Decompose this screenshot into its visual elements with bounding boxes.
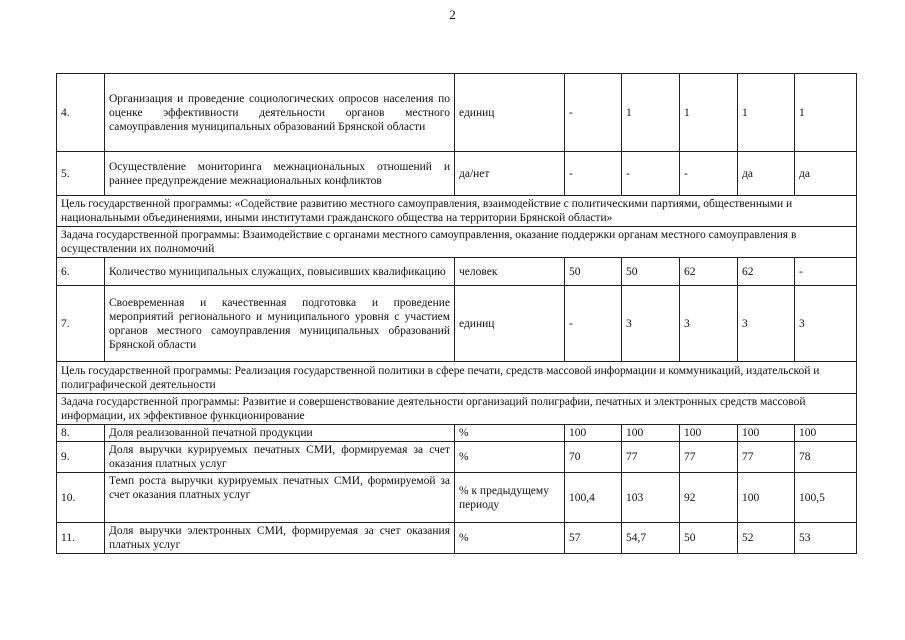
table-row-9: [57, 442, 857, 473]
indicator-description: Доля выручки курируемых печатных СМИ, формируемая за счет оказания платных услуг: [105, 442, 455, 473]
indicator-description: Темп роста выручки курируемых печатных СМИ, формируемой за счет оказания платных услуг: [105, 473, 455, 523]
row-number: 7.: [57, 286, 105, 362]
unit-of-measure: %: [455, 523, 565, 554]
value-cell: -: [680, 152, 738, 196]
value-cell: 3: [795, 286, 857, 362]
table-row-4: [57, 74, 857, 152]
row-number: 11.: [57, 523, 105, 554]
value-cell: 77: [622, 442, 680, 473]
unit-of-measure: человек: [455, 258, 565, 286]
row-number: 6.: [57, 258, 105, 286]
value-cell: 3: [680, 286, 738, 362]
indicators-table: [56, 73, 857, 554]
program-goal-row: [57, 196, 857, 227]
table-row-8: [57, 425, 857, 442]
unit-of-measure: да/нет: [455, 152, 565, 196]
value-cell: 3: [738, 286, 795, 362]
indicator-description: Доля выручки электронных СМИ, формируемая за счет оказания платных услуг: [105, 523, 455, 554]
value-cell: 3: [622, 286, 680, 362]
indicator-description: Количество муниципальных служащих, повысивших квалификацию: [105, 258, 455, 286]
value-cell: 100: [680, 425, 738, 442]
value-cell: 100,5: [795, 473, 857, 523]
row-number: 10.: [57, 473, 105, 523]
value-cell: 50: [565, 258, 622, 286]
page-number: 2: [449, 7, 456, 22]
program-goal-text: Цель государственной программы: Реализация государственной политики в сфере печати, средств массовой информации и коммуникаций, издательской и полиграфической деятельности: [57, 362, 857, 394]
table-row-6: [57, 258, 857, 286]
value-cell: 100: [738, 473, 795, 523]
value-cell: 1: [622, 74, 680, 152]
indicator-description: Своевременная и качественная подготовка и проведение мероприятий регионального и муниципального уровня с участием органов местного самоуправления муниципальных образований Брянской области: [105, 286, 455, 362]
value-cell: 103: [622, 473, 680, 523]
indicator-description: Осуществление мониторинга межнациональных отношений и раннее предупреждение межнациональных конфликтов: [105, 152, 455, 196]
value-cell: 100: [565, 425, 622, 442]
value-cell: 53: [795, 523, 857, 554]
unit-of-measure: единиц: [455, 74, 565, 152]
program-task-row: [57, 394, 857, 425]
value-cell: -: [565, 152, 622, 196]
unit-of-measure: единиц: [455, 286, 565, 362]
table-row-10: [57, 473, 857, 523]
value-cell: 52: [738, 523, 795, 554]
row-number: 8.: [57, 425, 105, 442]
row-number: 9.: [57, 442, 105, 473]
program-task-text: Задача государственной программы: Взаимодействие с органами местного самоуправления, оказание поддержки органам местного самоуправления в осуществлении их полномочий: [57, 227, 857, 258]
program-goal-row: [57, 362, 857, 394]
value-cell: 50: [622, 258, 680, 286]
value-cell: 100: [738, 425, 795, 442]
value-cell: -: [795, 258, 857, 286]
program-task-text: Задача государственной программы: Развитие и совершенствование деятельности организаций полиграфии, печатных и электронных средств массовой информации, их эффективное функционирование: [57, 394, 857, 425]
value-cell: 57: [565, 523, 622, 554]
value-cell: 92: [680, 473, 738, 523]
value-cell: 77: [738, 442, 795, 473]
value-cell: 70: [565, 442, 622, 473]
row-number: 5.: [57, 152, 105, 196]
value-cell: 100: [795, 425, 857, 442]
table-row-11: [57, 523, 857, 554]
table-row-5: [57, 152, 857, 196]
value-cell: 62: [680, 258, 738, 286]
row-number: 4.: [57, 74, 105, 152]
unit-of-measure: %: [455, 425, 565, 442]
value-cell: 100,4: [565, 473, 622, 523]
value-cell: -: [565, 286, 622, 362]
program-task-row: [57, 227, 857, 258]
indicator-description: Доля реализованной печатной продукции: [105, 425, 455, 442]
table-row-7: [57, 286, 857, 362]
value-cell: -: [565, 74, 622, 152]
value-cell: 100: [622, 425, 680, 442]
value-cell: -: [622, 152, 680, 196]
unit-of-measure: %: [455, 442, 565, 473]
indicator-description: Организация и проведение социологических опросов населения по оценке эффективности деятельности органов местного самоуправления муниципальных образований Брянской области: [105, 74, 455, 152]
value-cell: 1: [795, 74, 857, 152]
value-cell: 77: [680, 442, 738, 473]
value-cell: 1: [738, 74, 795, 152]
program-goal-text: Цель государственной программы: «Содействие развитию местного самоуправления, взаимодействие с политическими партиями, общественными и национальными объединениями, иными институтами гражданского общества на территории Брянской области»: [57, 196, 857, 227]
value-cell: 62: [738, 258, 795, 286]
value-cell: 50: [680, 523, 738, 554]
value-cell: да: [738, 152, 795, 196]
unit-of-measure: % к предыдущему периоду: [455, 473, 565, 523]
value-cell: 54,7: [622, 523, 680, 554]
value-cell: 78: [795, 442, 857, 473]
value-cell: да: [795, 152, 857, 196]
value-cell: 1: [680, 74, 738, 152]
